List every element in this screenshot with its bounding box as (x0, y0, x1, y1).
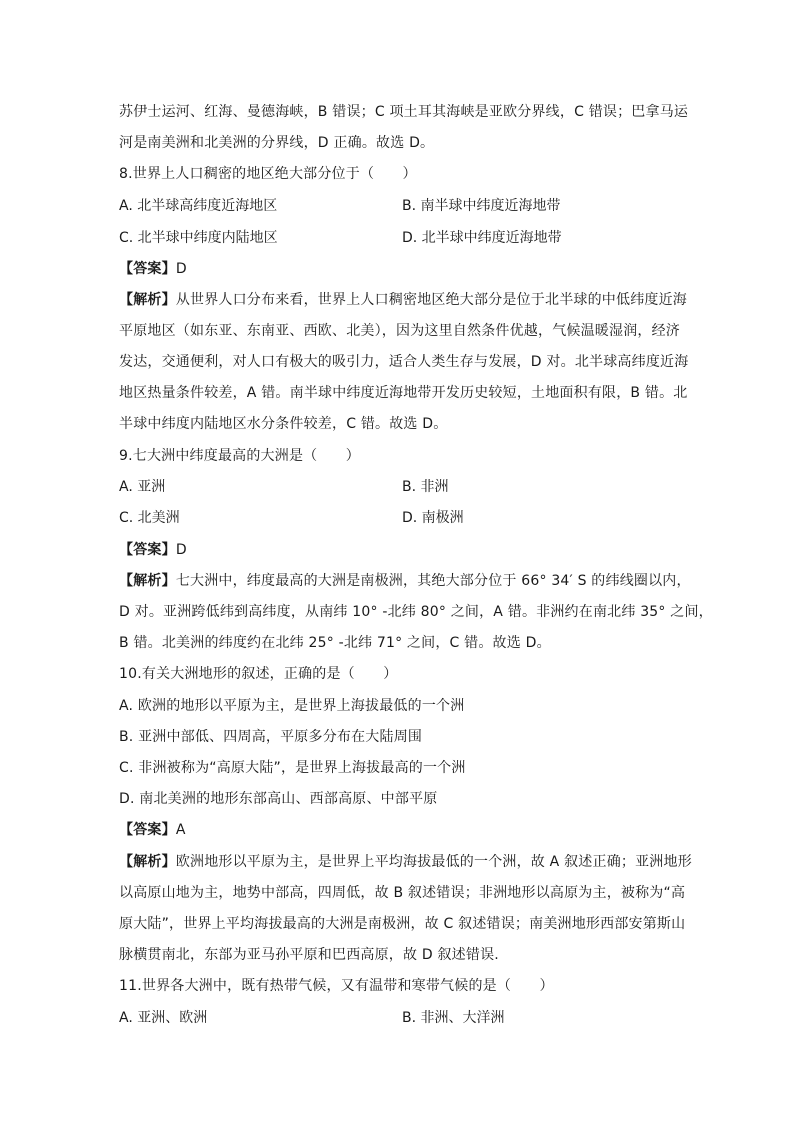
option-b: B. 非洲 (402, 479, 449, 495)
analysis-line: B 错。北美洲的纬度约在北纬 25° -北纬 71° 之间，C 错。故选 D。 (119, 635, 551, 651)
analysis-line: 地区热量条件较差，A 错。南半球中纬度近海地带开发历史较短，土地面积有限，B 错。北 (119, 385, 688, 401)
analysis-tag: 【解析】 (119, 573, 176, 589)
option-a: A. 北半球高纬度近海地区 (119, 198, 278, 214)
option-a: A. 亚洲 (119, 479, 166, 495)
analysis-line: 原大陆”，世界上平均海拔最高的大洲是南极洲，故 C 叙述错误；南美洲地形西部安第斯山 (119, 916, 686, 932)
option-d: D. 南极洲 (402, 510, 464, 526)
analysis-line: 发达，交通便利，对人口有极大的吸引力，适合人类生存与发展，D 对。北半球高纬度近海 (119, 354, 689, 370)
analysis-line: 平原地区（如东亚、东南亚、西欧、北美），因为这里自然条件优越，气候温暖湿润，经济 (119, 323, 680, 339)
analysis-line: 脉横贯南北，东部为亚马孙平原和巴西高原，故 D 叙述错误. (119, 947, 499, 963)
analysis-tag: 【解析】 (119, 854, 176, 870)
analysis-line: 以高原山地为主，地势中部高，四周低，故 B 叙述错误；非洲地形以高原为主，被称为“高 (119, 885, 686, 901)
question-stem: 9.七大洲中纬度最高的大洲是（ ） (119, 448, 360, 464)
intro-line: 河是南美洲和北美洲的分界线，D 正确。故选 D。 (119, 135, 435, 151)
option-b: B. 亚洲中部低、四周高，平原多分布在大陆周围 (119, 729, 423, 745)
option-c: C. 北半球中纬度内陆地区 (119, 230, 278, 246)
option-a: A. 亚洲、欧洲 (119, 1010, 208, 1026)
answer-line (119, 259, 187, 279)
answer-tag: 【答案】 (119, 542, 176, 558)
answer-value: A (175, 822, 186, 838)
analysis-tag: 【解析】 (119, 292, 176, 308)
analysis-line: D 对。亚洲跨低纬到高纬度，从南纬 10° -北纬 80° 之间，A 错。非洲约在南北纬 35° 之间， (119, 604, 713, 620)
answer-tag: 【答案】 (119, 261, 176, 277)
option-a: A. 欧洲的地形以平原为主，是世界上海拔最低的一个洲 (119, 698, 465, 714)
option-c: C. 非洲被称为“高原大陆”，是世界上海拔最高的一个洲 (119, 760, 466, 776)
analysis-text: 从世界人口分布来看，世界上人口稠密地区绝大部分是位于北半球的中低纬度近海 (175, 292, 688, 308)
answer-value: D (175, 542, 187, 558)
analysis-line: 半球中纬度内陆地区水分条件较差，C 错。故选 D。 (119, 416, 448, 432)
analysis-line (119, 571, 691, 591)
analysis-text: 七大洲中，纬度最高的大洲是南极洲，其绝大部分位于 66° 34′ S 的纬线圈以内， (175, 573, 691, 589)
intro-line: 苏伊士运河、红海、曼德海峡，B 错误；C 项土耳其海峡是亚欧分界线，C 错误；巴拿马运 (119, 104, 689, 120)
answer-tag: 【答案】 (119, 822, 176, 838)
analysis-line (119, 852, 692, 872)
option-c: C. 北美洲 (119, 510, 180, 526)
option-b: B. 非洲、大洋洲 (402, 1010, 505, 1026)
option-d: D. 南北美洲的地形东部高山、西部高原、中部平原 (119, 791, 438, 807)
answer-line (119, 820, 186, 840)
answer-value: D (175, 261, 187, 277)
option-d: D. 北半球中纬度近海地带 (402, 230, 562, 246)
question-stem: 11.世界各大洲中，既有热带气候，又有温带和寒带气候的是（ ） (119, 978, 554, 994)
option-b: B. 南半球中纬度近海地带 (402, 198, 561, 214)
answer-line (119, 540, 187, 560)
question-stem: 8.世界上人口稠密的地区绝大部分位于（ ） (119, 166, 417, 182)
analysis-line (119, 290, 687, 310)
analysis-text: 欧洲地形以平原为主，是世界上平均海拔最低的一个洲，故 A 叙述正确；亚洲地形 (175, 854, 692, 870)
question-stem: 10.有关大洲地形的叙述，正确的是（ ） (119, 666, 398, 682)
